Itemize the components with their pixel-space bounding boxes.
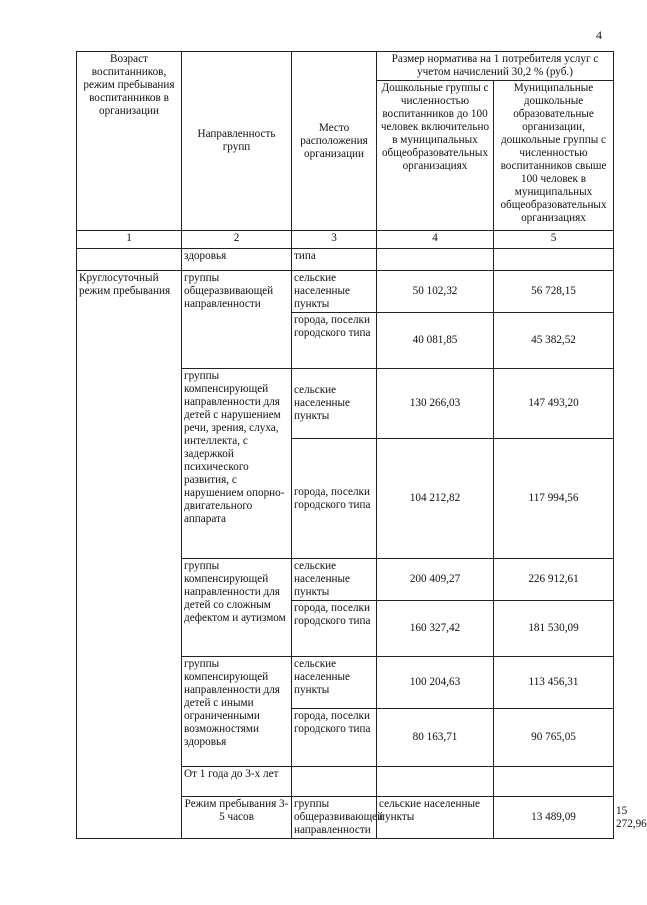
table-row: [77, 249, 614, 271]
direction-cell: группы компенсирующей направленности для детей с нарушением речи, зрения, слуха, интеллекта, с задержкой психического развития, с нарушением опорно-двигательного аппарата: [182, 369, 292, 559]
location-cell: города, поселки городского типа: [292, 313, 377, 369]
header-direction: Направленность групп: [182, 52, 292, 231]
page-number: 4: [596, 28, 602, 42]
table-row: Режим пребывания 3-5 часов группы общеразвивающей направленности сельские населенные пункты 13 489,09 15 272,96: [77, 797, 614, 839]
value-cell: 181 530,09: [494, 601, 614, 657]
value-cell: 80 163,71: [377, 709, 494, 767]
value-cell: 147 493,20: [494, 369, 614, 439]
value-cell: 117 994,56: [494, 439, 614, 559]
value-cell: 226 912,61: [494, 559, 614, 601]
table-row: [77, 271, 614, 313]
mode-cell: Режим пребывания 3-5 часов: [182, 797, 292, 839]
direction-cell: группы компенсирующей направленности для детей со сложным дефектом и аутизмом: [182, 559, 292, 657]
column-index: 2: [182, 231, 292, 249]
table-cell: [494, 249, 614, 271]
location-cell: типа: [292, 249, 377, 271]
value-cell: 40 081,85: [377, 313, 494, 369]
header-location: Место расположения организации: [292, 52, 377, 231]
column-index: 4: [377, 231, 494, 249]
header-preschool-groups: Дошкольные группы с численностью воспитанников до 100 человек включительно в муниципальных общеобразовательных организациях: [377, 81, 494, 231]
age-cell: От 1 года до 3-х лет: [182, 767, 292, 797]
value-cell: 113 456,31: [494, 657, 614, 709]
column-index-row: [77, 231, 614, 249]
table-cell: [377, 249, 494, 271]
location-cell: сельские населенные пункты: [292, 657, 377, 709]
value-cell: 56 728,15: [494, 271, 614, 313]
direction-cell: группы общеразвивающей направленности: [182, 271, 292, 369]
value-cell: 13 489,09: [494, 797, 614, 839]
value-cell: 90 765,05: [494, 709, 614, 767]
header-age-mode: Возраст воспитанников, режим пребывания воспитанников в организации: [77, 52, 182, 231]
table-cell: [292, 767, 377, 797]
value-cell: 45 382,52: [494, 313, 614, 369]
value-cell: 200 409,27: [377, 559, 494, 601]
location-cell: сельские населенные пункты: [292, 271, 377, 313]
column-index: 5: [494, 231, 614, 249]
table-cell: [77, 249, 182, 271]
header-municipal-organizations: Муниципальные дошкольные образовательные организации, дошкольные группы с численностью воспитанников свыше 100 человек в муниципальных общеобразовательных организациях: [494, 81, 614, 231]
value-cell: 100 204,63: [377, 657, 494, 709]
value-cell: 50 102,32: [377, 271, 494, 313]
table-cell: [377, 767, 494, 797]
value-cell: 160 327,42: [377, 601, 494, 657]
location-cell: города, поселки городского типа: [292, 601, 377, 657]
location-cell: города, поселки городского типа: [292, 439, 377, 559]
location-cell: города, поселки городского типа: [292, 709, 377, 767]
value-cell: 130 266,03: [377, 369, 494, 439]
column-index: 1: [77, 231, 182, 249]
value-cell: 104 212,82: [377, 439, 494, 559]
normative-table: [76, 51, 647, 839]
header-normative-group: Размер норматива на 1 потребителя услуг с учетом начислений 30,2 % (руб.): [377, 52, 614, 81]
direction-cell: группы компенсирующей направленности для детей с иными ограниченными возможностями здоровья: [182, 657, 292, 767]
table-header-row: [77, 52, 614, 81]
location-cell: сельские населенные пункты: [292, 559, 377, 601]
mode-cell: Круглосуточный режим пребывания: [77, 271, 182, 839]
table-cell: [494, 767, 614, 797]
location-cell: сельские населенные пункты: [292, 369, 377, 439]
direction-cell: здоровья: [182, 249, 292, 271]
column-index: 3: [292, 231, 377, 249]
location-cell: сельские населенные пункты: [377, 797, 494, 839]
direction-cell: группы общеразвивающей направленности: [292, 797, 377, 839]
